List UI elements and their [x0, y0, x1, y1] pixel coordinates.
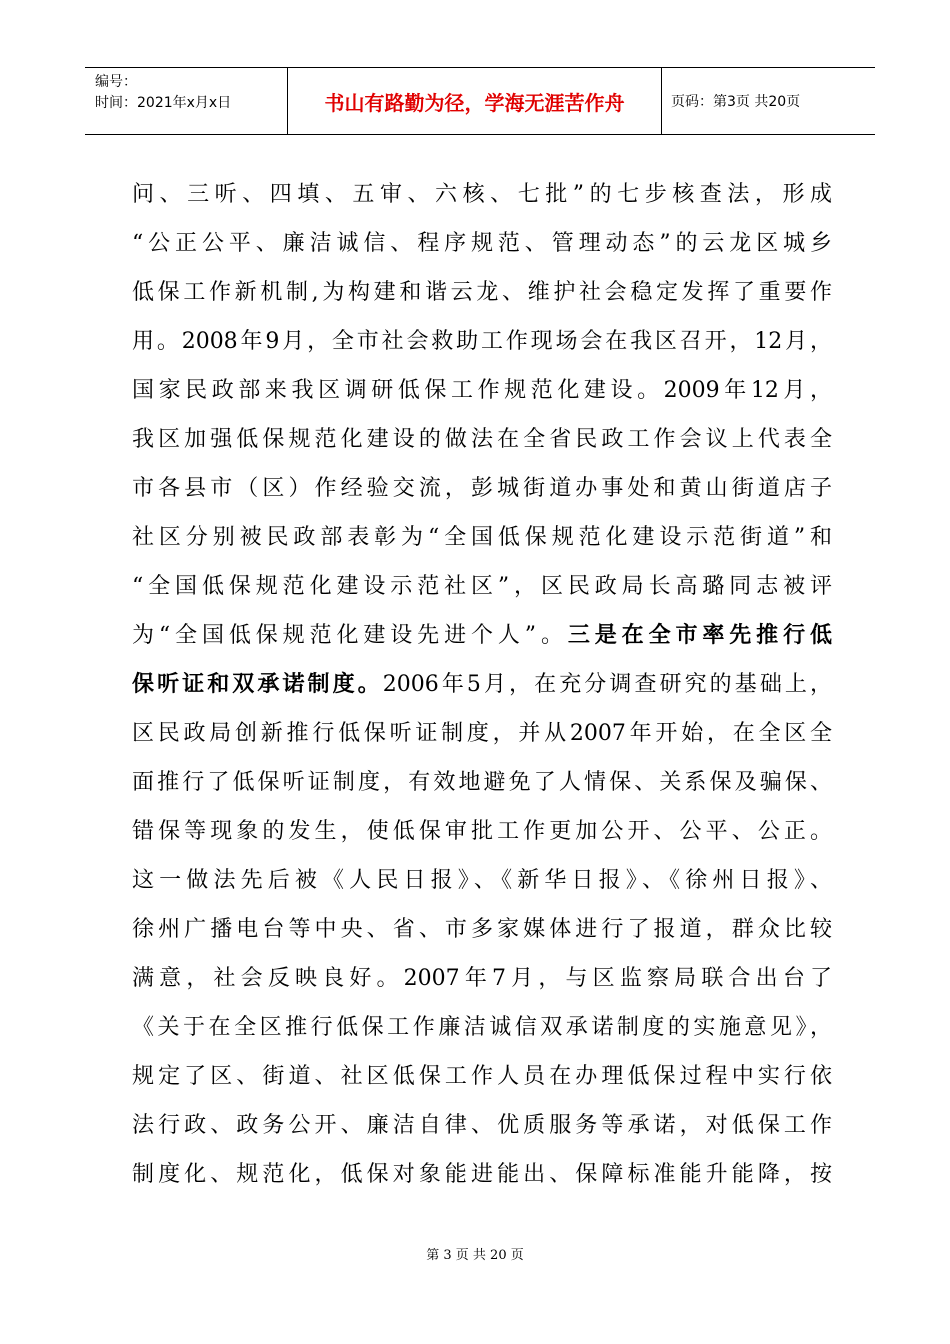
body-line: 我区加强低保规范化建设的做法在全省民政工作会议上代表全	[132, 427, 832, 452]
body-line: 市各县市（区）作经验交流，彭城街道办事处和黄山街道店子	[132, 476, 832, 501]
body-text-segment: 为“全国低保规范化建设先进个人”。	[132, 623, 568, 648]
body-line: 满意，社会反映良好。2007年7月，与区监察局联合出台了	[132, 966, 832, 991]
body-line: 法行政、政务公开、廉洁自律、优质服务等承诺，对低保工作	[132, 1113, 832, 1138]
header-page-label: 页码：第3页 共20页	[671, 94, 801, 110]
header-divider-right	[661, 68, 662, 134]
body-line: 用。2008年9月，全市社会救助工作现场会在我区召开，12月，	[132, 329, 832, 354]
number-label: 编号：	[95, 74, 137, 90]
page-header	[85, 67, 875, 135]
body-line: “全国低保规范化建设示范社区”，区民政局长高璐同志被评	[132, 574, 832, 599]
body-line: 区民政局创新推行低保听证制度，并从2007年开始，在全区全	[132, 721, 832, 746]
body-line: “公正公平、廉洁诚信、程序规范、管理动态”的云龙区城乡	[132, 231, 832, 256]
body-line: 问、三听、四填、五审、六核、七批”的七步核查法，形成	[132, 182, 832, 207]
body-line: 低保工作新机制,为构建和谐云龙、维护社会稳定发挥了重要作	[132, 280, 832, 305]
bold-heading-segment: 保听证和双承诺制度。	[132, 671, 383, 697]
body-line: 国家民政部来我区调研低保工作规范化建设。2009年12月，	[132, 378, 832, 403]
body-line: 面推行了低保听证制度，有效地避免了人情保、关系保及骗保、	[132, 770, 832, 795]
body-line: 《关于在全区推行低保工作廉洁诚信双承诺制度的实施意见》，	[132, 1015, 832, 1040]
body-line-mixed	[132, 660, 832, 709]
page-footer: 第 3 页 共 20 页	[426, 1248, 524, 1263]
body-line: 制度化、规范化，低保对象能进能出、保障标准能升能降，按	[132, 1162, 832, 1187]
document-body	[132, 170, 832, 1199]
time-label: 时间：2021年x月x日	[95, 95, 232, 111]
body-text-segment: 2006年5月，在充分调查研究的基础上，	[382, 672, 832, 697]
body-line: 社区分别被民政部表彰为“全国低保规范化建设示范街道”和	[132, 525, 832, 550]
body-line: 这一做法先后被《人民日报》、《新华日报》、《徐州日报》、	[132, 868, 832, 893]
header-meta	[95, 72, 231, 114]
body-line-mixed	[132, 611, 832, 660]
body-line: 错保等现象的发生，使低保审批工作更加公开、公平、公正。	[132, 819, 832, 844]
header-motto: 书山有路勤为径，学海无涯苦作舟	[324, 90, 625, 115]
body-line: 徐州广播电台等中央、省、市多家媒体进行了报道，群众比较	[132, 917, 832, 942]
body-line: 规定了区、街道、社区低保工作人员在办理低保过程中实行依	[132, 1064, 832, 1089]
bold-heading-segment: 三是在全市率先推行低	[567, 622, 832, 648]
